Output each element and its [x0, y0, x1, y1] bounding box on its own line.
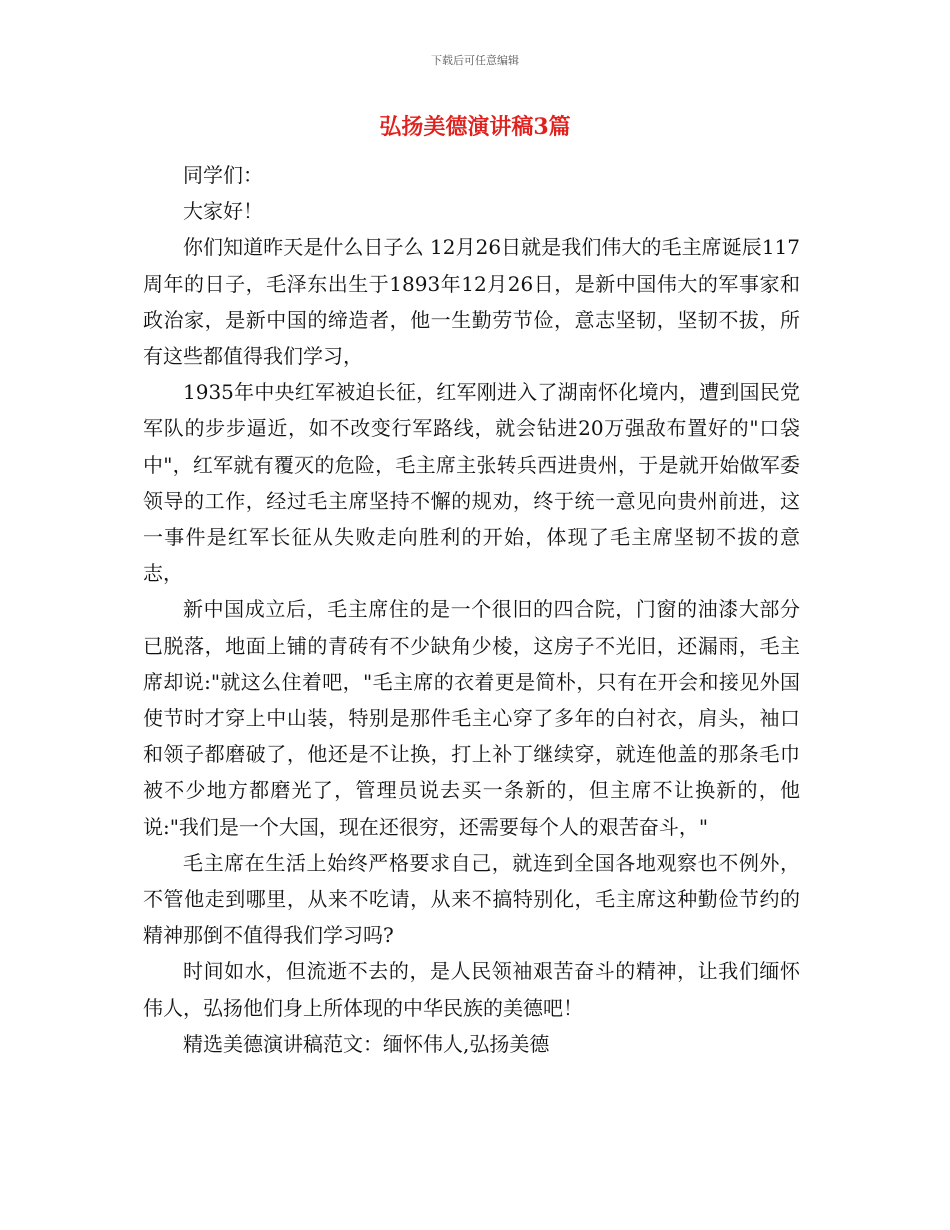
document-body: [143, 157, 800, 1062]
document-title: 弘扬美德演讲稿3篇: [379, 114, 571, 140]
page-header: 下载后可任意编辑: [431, 54, 519, 67]
paragraph-6: 毛主席在生活上始终严格要求自己，就连到全国各地观察也不例外，不管他走到哪里，从来不吃请，从来不搞特别化，毛主席这种勤俭节约的精神那倒不值得我们学习吗?: [143, 850, 800, 948]
paragraph-2: 大家好！: [183, 199, 263, 224]
paragraph-3: 你们知道昨天是什么日子么 12月26日就是我们伟大的毛主席诞辰117周年的日子，毛泽东出生于1893年12月26日，是新中国伟大的军事家和政治家，是新中国的缔造者，他一生勤劳节俭，意志坚韧，坚韧不拔，所有这些都值得我们学习，: [143, 235, 800, 369]
paragraph-7: 时间如水，但流逝不去的，是人民领袖艰苦奋斗的精神，让我们缅怀伟人，弘扬他们身上所体现的中华民族的美德吧！: [143, 959, 800, 1020]
paragraph-8: 精选美德演讲稿范文：缅怀伟人,弘扬美德: [183, 1031, 550, 1056]
paragraph-5: 新中国成立后，毛主席住的是一个很旧的四合院，门窗的油漆大部分已脱落，地面上铺的青砖有不少缺角少棱，这房子不光旧，还漏雨，毛主席却说:"就这么住着吧，"毛主席的衣着更是简朴，只有在开会和接见外国使节时才穿上中山装，特别是那件毛主心穿了多年的白衬衣，肩头，袖口和领子都磨破了，他还是不让换，打上补丁继续穿，就连他盖的那条毛巾被不少地方都磨光了，管理员说去买一条新的，但主席不让换新的，他说:"我们是一个大国，现在还很穷，还需要每个人的艰苦奋斗，": [143, 597, 800, 839]
paragraph-1: 同学们：: [183, 163, 263, 187]
paragraph-4: 1935年中央红军被迫长征，红军刚进入了湖南怀化境内，遭到国民党军队的步步逼近，如不改变行军路线，就会钻进20万强敌布置好的"口袋中"，红军就有覆灭的危险，毛主席主张转兵西进贵州，于是就开始做军委领导的工作，经过毛主席坚持不懈的规劝，终于统一意见向贵州前进，这一事件是红军长征从失败走向胜利的开始，体现了毛主席坚韧不拔的意志，: [143, 380, 800, 586]
